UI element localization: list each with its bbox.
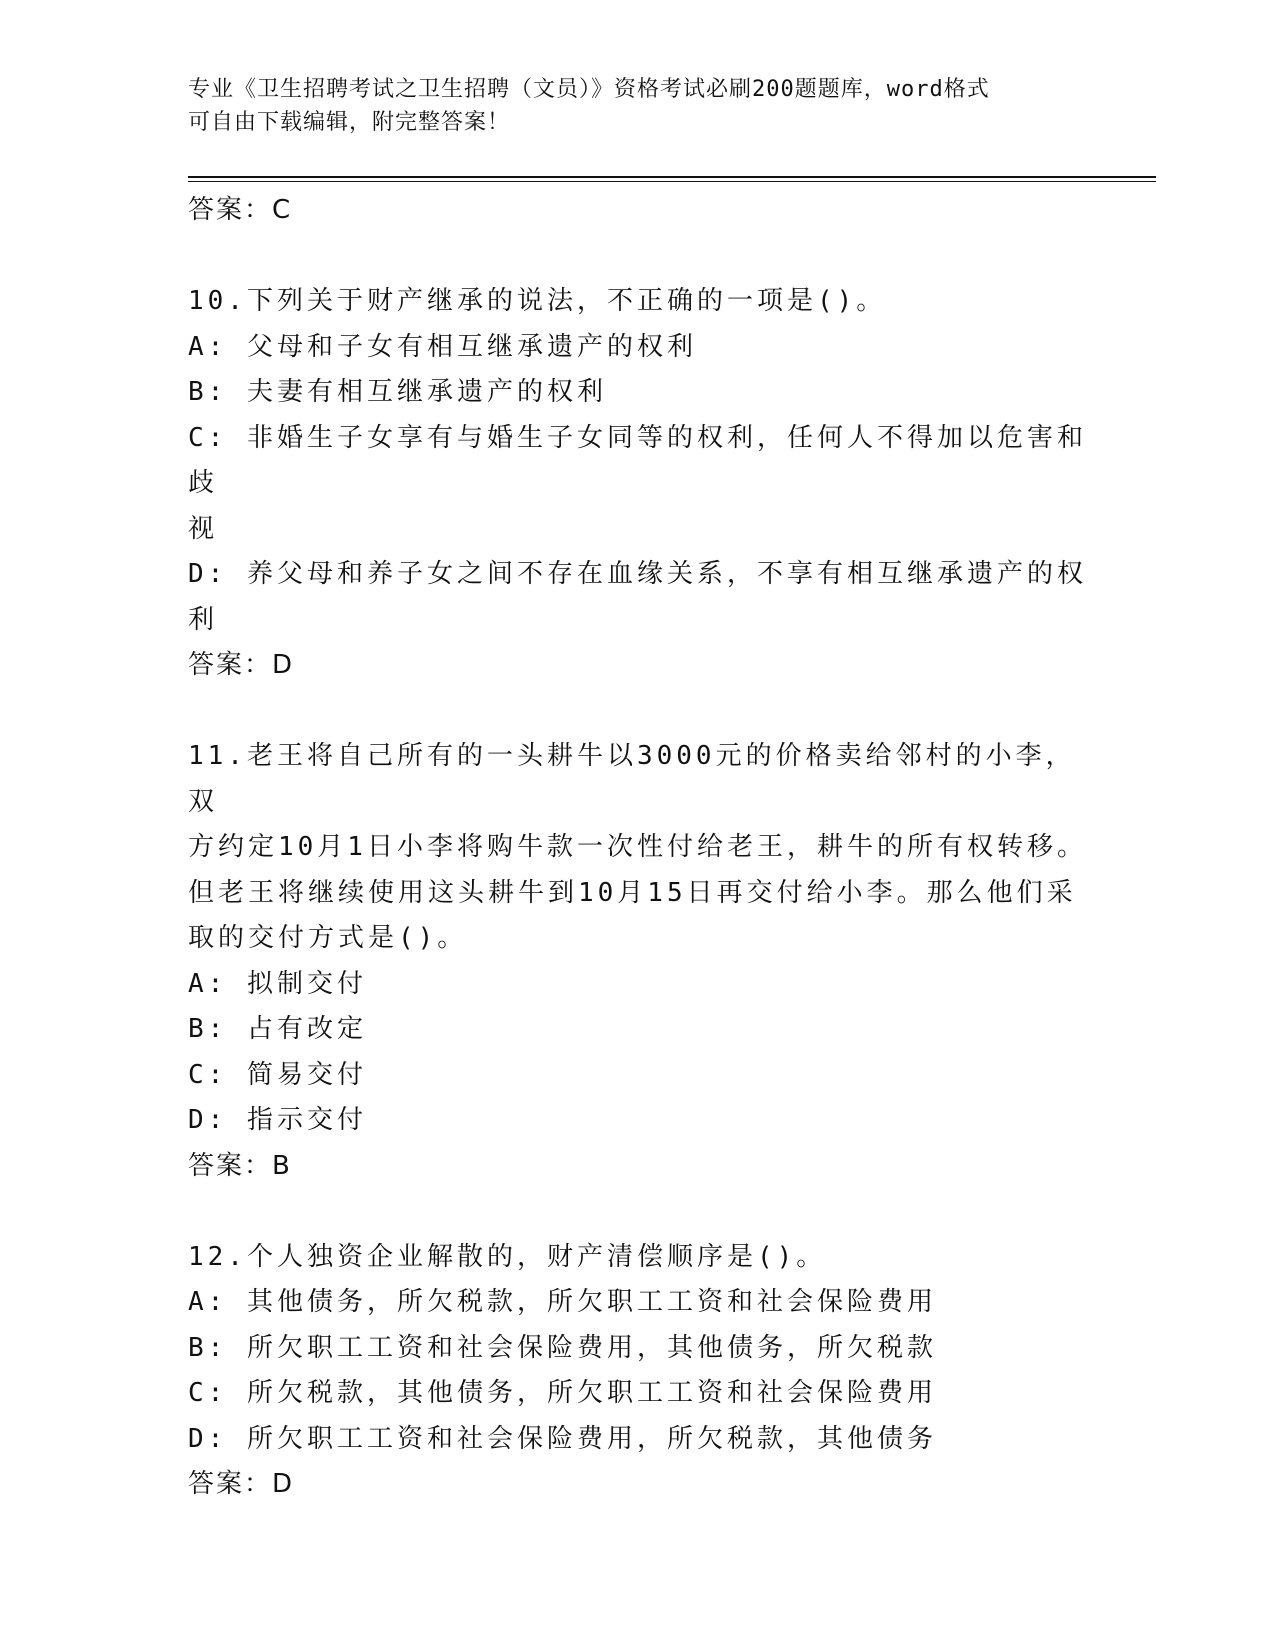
question-10 xyxy=(188,279,1088,689)
question-stem: 11.老王将自己所有的一头耕牛以3000元的价格卖给邻村的小李，双 xyxy=(188,741,1076,817)
option-b: B: 占有改定 xyxy=(188,1014,367,1044)
question-11 xyxy=(188,734,1088,1189)
header-divider-thin xyxy=(188,181,1156,182)
option-b: B: 夫妻有相互继承遗产的权利 xyxy=(188,377,607,407)
header-line-1: 专业《卫生招聘考试之卫生招聘（文员）》资格考试必刷200题题库，word格式 xyxy=(188,77,990,102)
option-c-continued: 视 xyxy=(188,513,219,544)
question-stem: 12.个人独资企业解散的，财产清偿顺序是()。 xyxy=(188,1241,827,1272)
spacer xyxy=(188,234,1088,280)
question-stem: 10.下列关于财产继承的说法，不正确的一项是()。 xyxy=(188,286,887,316)
option-b: B: 所欠职工工资和社会保险费用，其他债务，所欠税款 xyxy=(188,1332,937,1363)
option-a: A: 拟制交付 xyxy=(188,968,367,999)
question-stem: 但老王将继续使用这头耕牛到10月15日再交付给小李。那么他们采 xyxy=(188,877,1077,908)
spacer xyxy=(188,1189,1088,1235)
question-stem: 取的交付方式是()。 xyxy=(188,923,468,953)
answer: 答案：D xyxy=(188,1469,295,1499)
option-a: A: 其他债务，所欠税款，所欠职工工资和社会保险费用 xyxy=(188,1287,937,1317)
spacer xyxy=(188,689,1088,735)
option-c: C: 非婚生子女享有与婚生子女同等的权利，任何人不得加以危害和歧 xyxy=(188,422,1087,498)
header-divider-thick xyxy=(188,176,1156,178)
option-c: C: 简易交付 xyxy=(188,1059,367,1090)
question-stem: 方约定10月1日小李将购牛款一次性付给老王，耕牛的所有权转移。 xyxy=(188,832,1087,862)
prev-answer: 答案：C xyxy=(188,195,293,225)
answer: 答案：D xyxy=(188,650,295,680)
option-d: D: 养父母和养子女之间不存在血缘关系，不享有相互继承遗产的权利 xyxy=(188,559,1087,635)
question-content xyxy=(188,188,1088,1508)
document-header xyxy=(188,73,1088,139)
option-a: A: 父母和子女有相互继承遗产的权利 xyxy=(188,331,697,362)
header-line-2: 可自由下载编辑，附完整答案！ xyxy=(188,110,511,135)
question-12 xyxy=(188,1235,1088,1508)
answer: 答案：B xyxy=(188,1150,292,1181)
option-d: D: 所欠职工工资和社会保险费用，所欠税款，其他债务 xyxy=(188,1423,937,1454)
option-c: C: 所欠税款，其他债务，所欠职工工资和社会保险费用 xyxy=(188,1378,937,1408)
option-d: D: 指示交付 xyxy=(188,1105,367,1135)
